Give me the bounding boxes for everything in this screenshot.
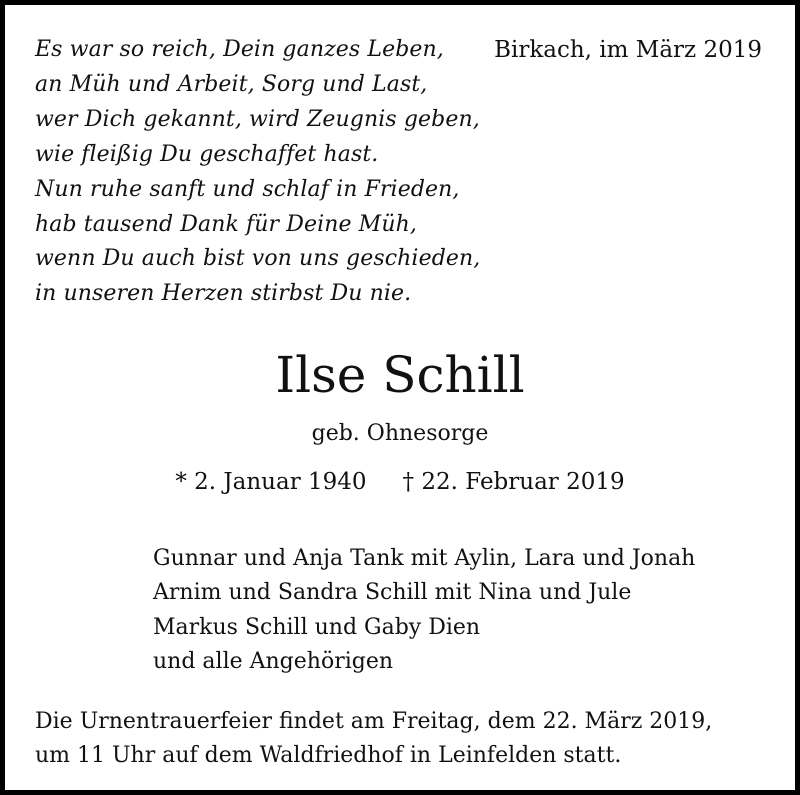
poem-line: hab tausend Dank für Deine Müh, bbox=[35, 211, 417, 237]
poem-line: wenn Du auch bist von uns geschieden, bbox=[35, 246, 481, 272]
place-and-date: Birkach, im März 2019 bbox=[494, 37, 762, 63]
mourner-line: Gunnar und Anja Tank mit Aylin, Lara und Jonah bbox=[153, 546, 696, 571]
maiden-name: geb. Ohnesorge bbox=[311, 421, 489, 446]
death-date: † 22. Februar 2019 bbox=[402, 469, 625, 495]
birth-date: * 2. Januar 1940 bbox=[175, 469, 367, 495]
poem-line: an Müh und Arbeit, Sorg und Last, bbox=[35, 71, 428, 97]
poem-line: wer Dich gekannt, wird Zeugnis geben, bbox=[35, 106, 480, 132]
mourners-list bbox=[153, 542, 695, 680]
service-line: um 11 Uhr auf dem Waldfriedhof in Leinfelden statt. bbox=[35, 743, 622, 768]
poem-line: Nun ruhe sanft und schlaf in Frieden, bbox=[35, 176, 460, 202]
deceased-name: Ilse Schill bbox=[275, 346, 525, 404]
service-line: Die Urnentrauerfeier findet am Freitag, dem 22. März 2019, bbox=[35, 709, 713, 734]
funeral-service-info bbox=[35, 705, 712, 773]
mourner-line: Markus Schill und Gaby Dien bbox=[153, 614, 481, 640]
poem-line: in unseren Herzen stirbst Du nie. bbox=[35, 281, 412, 307]
mourner-line: Arnim und Sandra Schill mit Nina und Jule bbox=[153, 580, 632, 606]
poem-line: Es war so reich, Dein ganzes Leben, bbox=[35, 37, 444, 62]
mourner-line: und alle Angehörigen bbox=[153, 649, 394, 675]
poem-line: wie fleißig Du geschaffet hast. bbox=[35, 141, 379, 167]
memorial-poem bbox=[35, 33, 480, 312]
life-dates bbox=[5, 467, 795, 497]
